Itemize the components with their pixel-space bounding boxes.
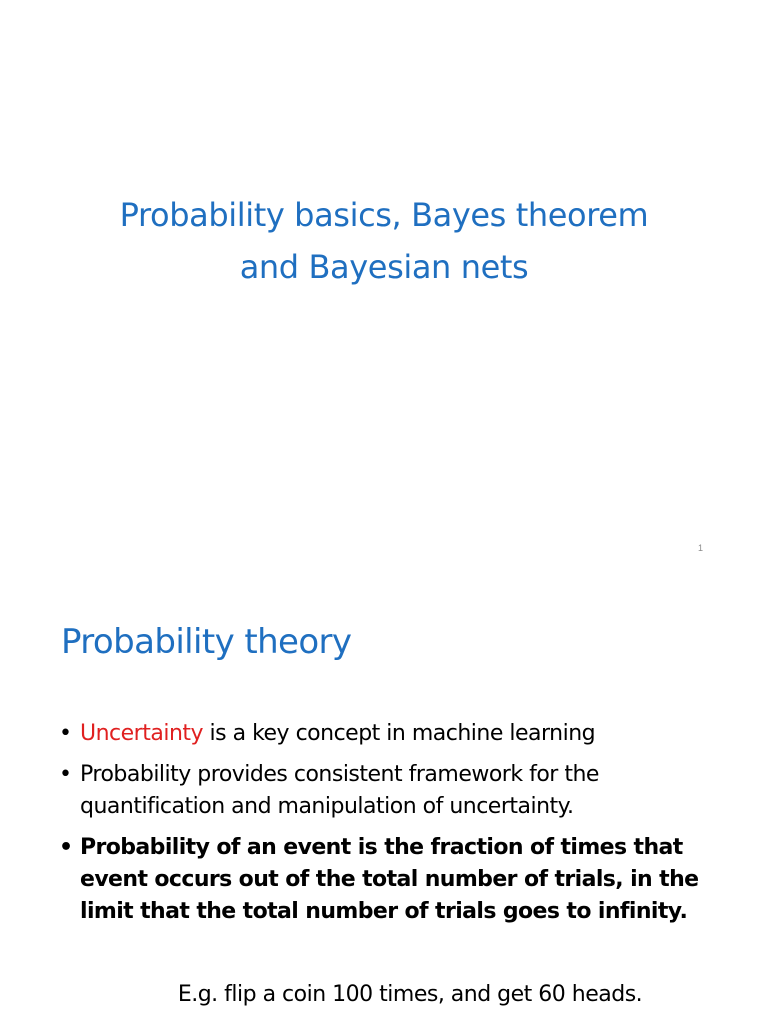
bullet-item-uncertainty bbox=[59, 718, 739, 750]
bullet-list bbox=[59, 718, 739, 937]
bullet-marker: • bbox=[59, 835, 73, 860]
bullet-marker: • bbox=[59, 721, 72, 746]
bullet-marker: • bbox=[59, 762, 72, 787]
bullet-text: is a key concept in machine learning bbox=[203, 721, 596, 746]
bullet-item-framework bbox=[59, 759, 739, 823]
slide-title bbox=[40, 189, 728, 293]
slide-number: 1 bbox=[698, 543, 704, 553]
highlighted-term: Uncertainty bbox=[80, 721, 204, 746]
example-text: E.g. flip a coin 100 times, and get 60 heads. bbox=[177, 982, 643, 1007]
bullet-item-definition bbox=[59, 832, 739, 928]
content-slide bbox=[0, 576, 768, 1024]
slide-heading: Probability theory bbox=[61, 622, 352, 662]
bullet-text: Probability provides consistent framework for the quantification and manipulation of uncertainty. bbox=[80, 762, 599, 819]
bullet-text: Probability of an event is the fraction of times that event occurs out of the total number of trials, in the limit that the total number of trials goes to infinity. bbox=[80, 835, 699, 924]
slide-title-line-1: Probability basics, Bayes theorem bbox=[119, 196, 649, 234]
slide-title-line-2: and Bayesian nets bbox=[239, 248, 529, 286]
